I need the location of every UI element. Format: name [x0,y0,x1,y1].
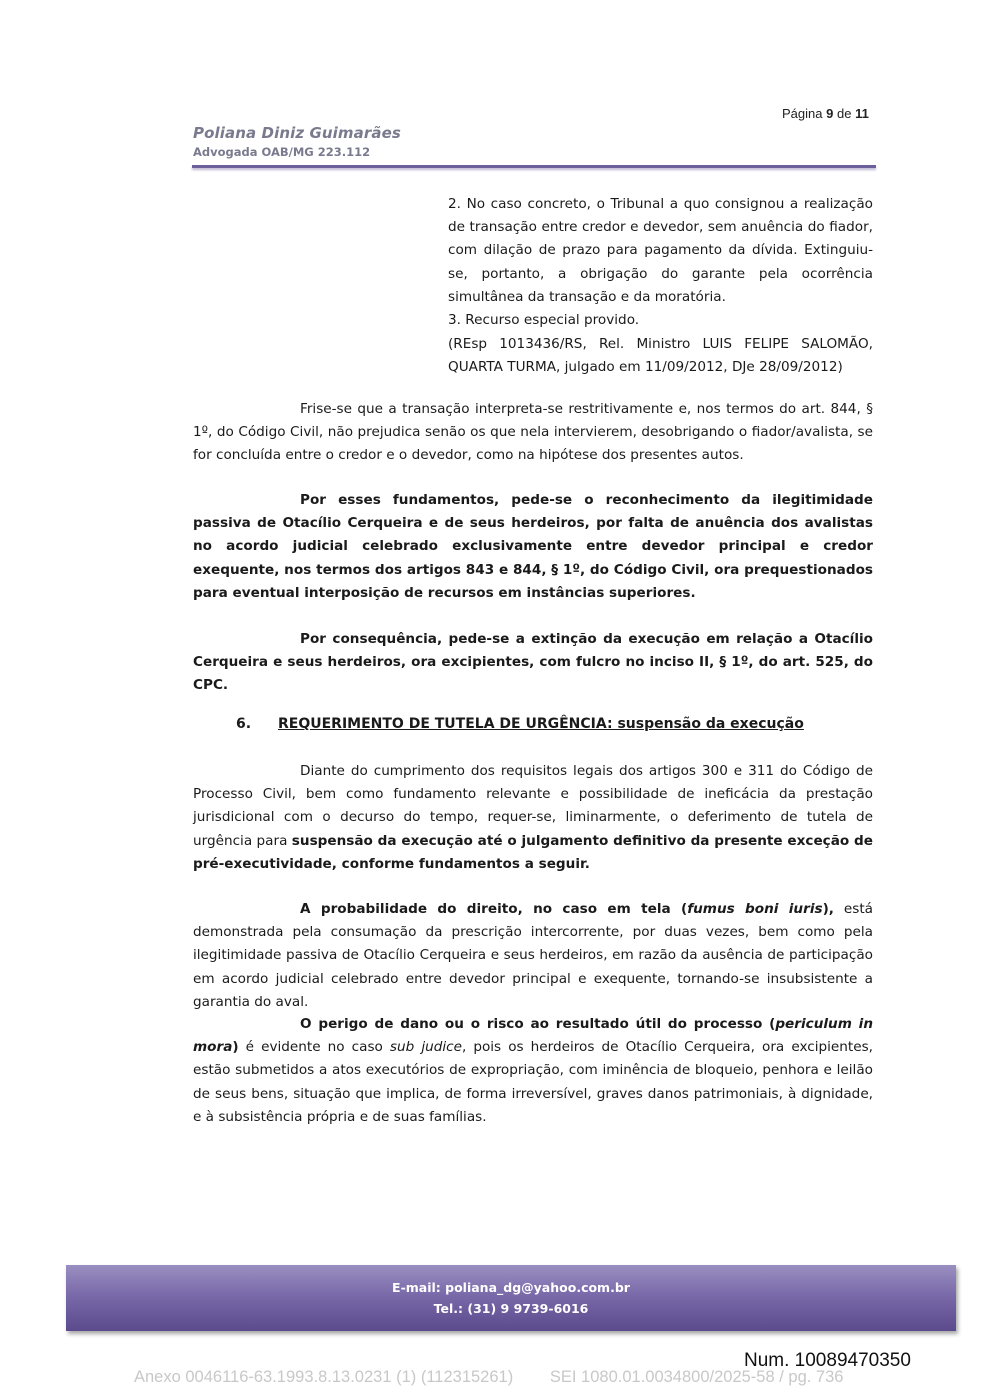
section-heading [236,716,876,732]
document-number: Num. 10089470350 [744,1350,911,1371]
quote-citation: (REsp 1013436/RS, Rel. Ministro LUIS FELIPE SALOMÃO, QUARTA TURMA, julgado em 11/09/2012, DJe 28/09/2012) [448,336,873,376]
header-divider [192,165,876,168]
footer-band [66,1265,956,1331]
letterhead-oab: Advogada OAB/MG 223.112 [193,145,371,159]
page-number: Página 9 de 11 [782,106,869,121]
letterhead-name: Poliana Diniz Guimarães [193,124,401,142]
footer-phone: Tel.: (31) 9 9739-6016 [433,1301,589,1316]
footer-email: E-mail: poliana_dg@yahoo.com.br [392,1280,630,1295]
quote-item-2: 2. No caso concreto, o Tribunal a quo consignou a realização de transação entre credor e devedor, sem anuência do fiador, com dilação de prazo para pagamento da dívida. Extinguiu-se, portanto, a obrigação do garante pela ocorrência simultânea da transação e da moratória. [448,196,873,305]
paragraph-2: Por esses fundamentos, pede-se o reconhecimento da ilegitimidade passiva de Otacílio Cerqueira e de seus herdeiros, por falta de anuência dos avalistas no acordo judicial celebrado exclusivamente entre devedor principal e credor exequente, nos termos dos artigos 843 e 844, § 1º, do Código Civil, ora prequestionados para eventual interposição de recursos em instâncias superiores. [193,492,873,601]
quote-block [448,193,873,332]
quote-item-3: 3. Recurso especial provido. [448,312,640,329]
section-number: 6. [236,716,252,732]
paragraph-4: Diante do cumprimento dos requisitos legais dos artigos 300 e 311 do Código de Processo Civil, bem como fundamento relevante e possibilidade de ineficácia da prestação jurisdicional com o decurso do tempo, requer-se, liminarmente, o deferimento de tutela de urgência para suspensão da execução até o julgamento definitivo da presente exceção de pré-executividade, conforme fundamentos a seguir. [193,763,873,872]
paragraph-6: O perigo de dano ou o risco ao resultado útil do processo (periculum in mora) é evidente no caso sub judice, pois os herdeiros de Otacílio Cerqueira, ora excipientes, estão submetidos a atos executórios de expropriação, com iminência de bloqueio, penhora e leilão de seus bens, situação que implica, de forma irreversível, graves danos patrimoniais, à dignidade, e à subsistência própria e de suas famílias. [193,1016,873,1125]
paragraph-5: A probabilidade do direito, no caso em tela (fumus boni iuris), está demonstrada pela consumação da prescrição intercorrente, por duas vezes, bem como pela ilegitimidade passiva de Otacílio Cerqueira e seus herdeiros, em razão da ausência de participação em acordo judicial celebrado entre devedor principal e exequente, tornando-se insubsistente a garantia do aval. [193,901,873,1010]
paragraph-1: Frise-se que a transação interpreta-se restritivamente e, nos termos do art. 844, § 1º, do Código Civil, não prejudica senão os que nela intervierem, desobrigando o fiador/avalista, se for concluída entre o credor e o devedor, como na hipótese dos presentes autos. [193,401,873,464]
section-title: REQUERIMENTO DE TUTELA DE URGÊNCIA: suspensão da execução [278,716,804,732]
annex-stamp: Anexo 0046116-63.1993.8.13.0231 (1) (112315261) SEI 1080.01.0034800/2025-58 / pg. 736 [134,1368,844,1386]
paragraph-3: Por consequência, pede-se a extinção da execução em relação a Otacílio Cerqueira e seus herdeiros, ora excipientes, com fulcro no inciso II, § 1º, do art. 525, do CPC. [193,631,873,694]
